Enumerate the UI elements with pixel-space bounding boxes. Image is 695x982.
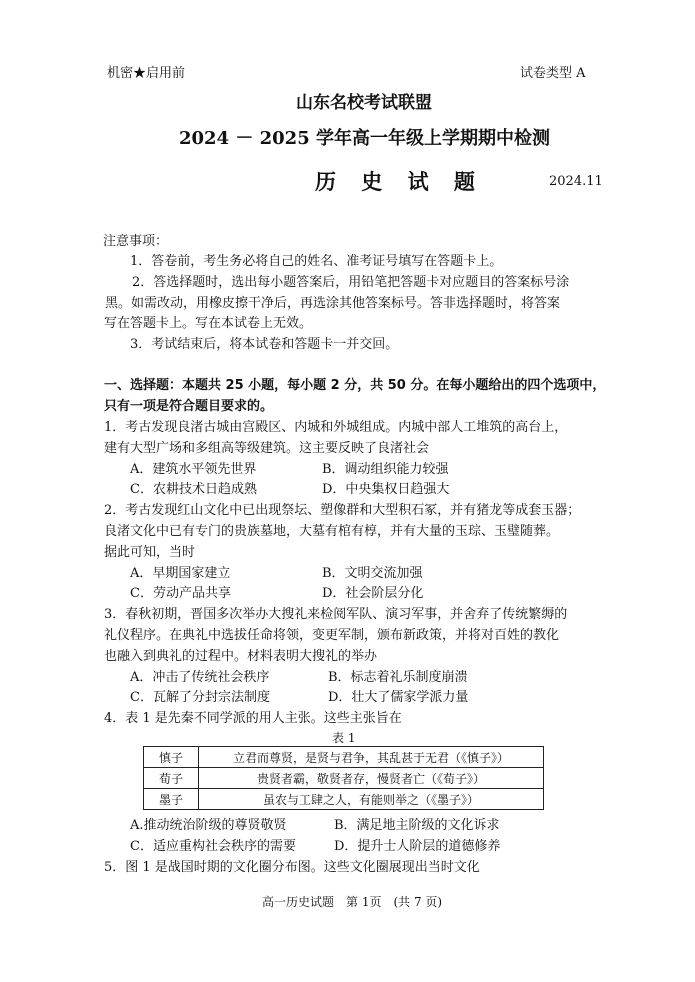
table-cell-text: 立君而尊贤，是贤与君争，其乱甚于无君（《慎子》）: [199, 747, 544, 768]
exam-title: 2024 － 2025 学年高一年级上学期期中检测: [179, 128, 550, 149]
option-b: B．文明交流加强: [322, 566, 423, 581]
table-cell-school: 慎子: [144, 747, 199, 768]
question-3-stem: 礼仪程序。在典礼中选拔任命将领，变更军制，颁布新政策，并将对百姓的教化: [104, 628, 560, 643]
table-cell-text: 贵贤者霸，敬贤者存，慢贤者亡（《荀子》）: [199, 768, 544, 789]
question-3-stem: 也融入到典礼的过程中。材料表明大搜礼的举办: [104, 649, 378, 664]
option-b: B．满足地主阶级的文化诉求: [334, 818, 500, 833]
table-row: [144, 789, 544, 810]
table-cell-school: 墨子: [144, 789, 199, 810]
option-a: A．冲击了传统社会秩序: [130, 670, 270, 685]
option-d: D．社会阶层分化: [322, 586, 424, 601]
option-c: C．瓦解了分封宗法制度: [130, 690, 270, 705]
option-a: A．建筑水平领先世界: [130, 462, 257, 477]
table-cell-text: 虽农与工肆之人，有能则举之（《墨子》）: [199, 789, 544, 810]
table-row: [144, 768, 544, 789]
question-2-stem: 良渚文化中已有专门的贵族墓地，大墓有棺有椁，并有大量的玉琮、玉璧随葬。: [104, 524, 560, 539]
notes-line: 2．答选择题时，选出每小题答案后，用铅笔把答题卡对应题目的答案标号涂: [132, 275, 570, 290]
option-c: C．适应重构社会秩序的需要: [130, 839, 296, 854]
question-1-stem: 建有大型广场和多组高等级建筑。这主要反映了良渚社会: [104, 441, 430, 456]
question-4-stem: 4．表 1 是先秦不同学派的用人主张。这些主张旨在: [104, 711, 402, 726]
notes-title: 注意事项：: [103, 234, 169, 249]
org-title: 山东名校考试联盟: [296, 93, 432, 113]
page-footer: 高一历史试题 第 1页 (共 7 页): [262, 895, 443, 909]
exam-date: 2024.11: [549, 174, 603, 189]
question-1-stem: 1．考古发现良渚古城由宫殿区、内城和外城组成。内城中部人工堆筑的高台上，: [104, 420, 568, 435]
question-5-stem: 5．图 1 是战国时期的文化圈分布图。这些文化圈展现出当时文化: [104, 860, 480, 875]
notes-line: 3．考试结束后，将本试卷和答题卡一并交回。: [130, 337, 399, 352]
section-heading: 只有一项是符合题目要求的。: [104, 399, 274, 414]
table-cell-school: 荀子: [144, 768, 199, 789]
question-2-stem: 2．考古发现红山文化中已出现祭坛、塑像群和大型积石冢，并有猪龙等成套玉器；: [104, 503, 581, 518]
paper-type-label: 试卷类型 A: [520, 66, 586, 81]
confidential-label: 机密★启用前: [107, 66, 186, 81]
question-2-stem: 据此可知，当时: [104, 545, 196, 560]
section-heading: 一、选择题：本题共 25 小题，每小题 2 分，共 50 分。在每小题给出的四个选项中，: [104, 378, 606, 393]
notes-line: 写在答题卡上。写在本试卷上无效。: [104, 316, 313, 331]
option-c: C．劳动产品共享: [130, 586, 231, 601]
option-b: B．标志着礼乐制度崩溃: [328, 670, 468, 685]
table-row: [144, 747, 544, 768]
table-caption: 表 1: [332, 731, 356, 745]
option-a: A.推动统治阶级的尊贤敬贤: [130, 818, 287, 833]
question-3-stem: 3．春秋初期，晋国多次举办大搜礼来检阅军队、演习军事，并舍弃了传统繁缛的: [104, 607, 568, 622]
notes-line: 1．答卷前，考生务必将自己的姓名、准考证号填写在答题卡上。: [130, 254, 503, 269]
views-table: [143, 746, 544, 810]
notes-line: 黑。如需改动，用橡皮擦干净后，再选涂其他答案标号。答非选择题时，将答案: [105, 296, 561, 311]
option-b: B．调动组织能力较强: [322, 462, 449, 477]
option-d: D．中央集权日趋强大: [322, 482, 450, 497]
subject-title: 历 史 试 题: [315, 169, 484, 194]
option-a: A．早期国家建立: [130, 566, 231, 581]
option-c: C．农耕技术日趋成熟: [130, 482, 257, 497]
option-d: D．提升士人阶层的道德修养: [334, 839, 501, 854]
option-d: D．壮大了儒家学派力量: [328, 690, 469, 705]
